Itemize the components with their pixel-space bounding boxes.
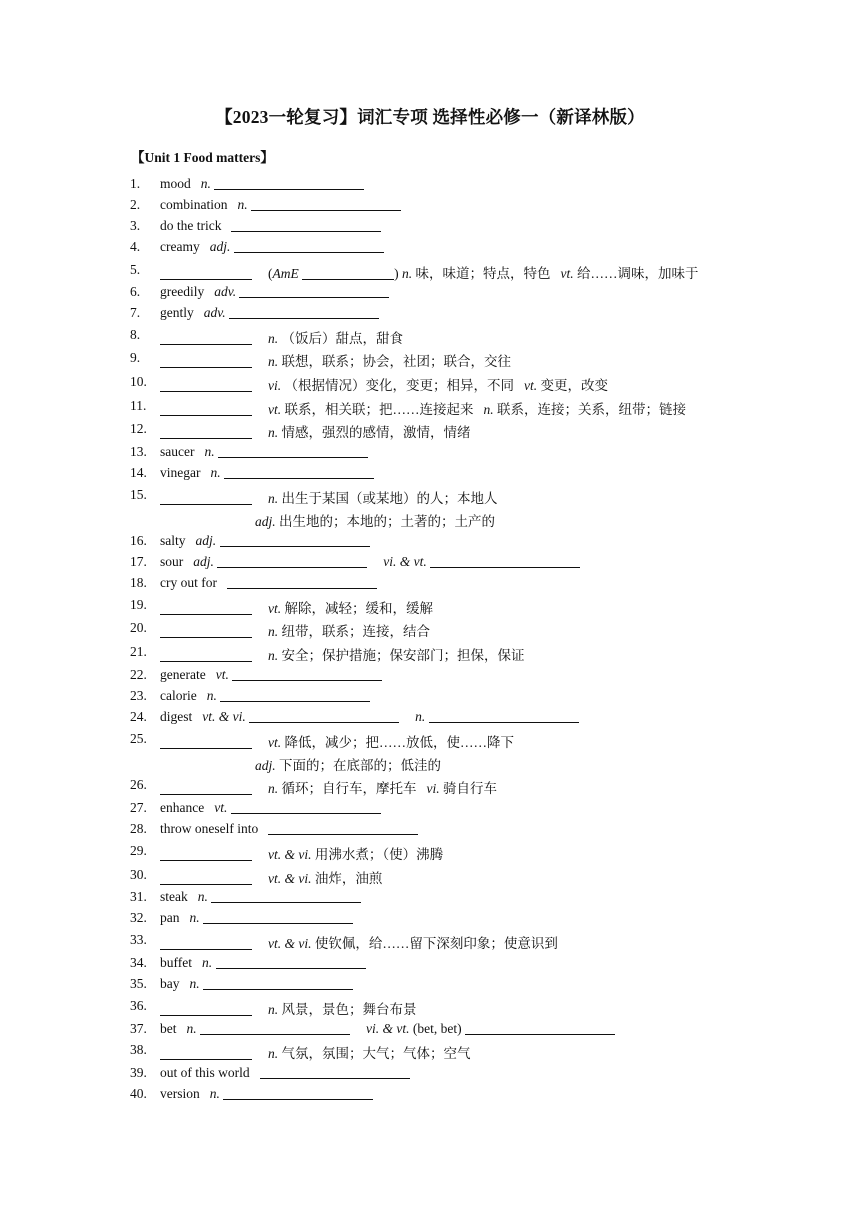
item-number: 18.: [130, 575, 147, 590]
answer-blank[interactable]: [223, 1086, 373, 1100]
vocab-word: do the trick: [160, 218, 222, 233]
answer-blank[interactable]: [231, 218, 381, 232]
meaning-text: 降低，减少；把……放低，使……降下: [284, 735, 514, 750]
answer-blank[interactable]: [160, 266, 252, 280]
item-content: [160, 843, 443, 863]
vocab-word: buffet: [160, 955, 192, 970]
answer-blank[interactable]: [218, 444, 368, 458]
item-number: 14.: [130, 465, 147, 480]
item-number: 5.: [130, 262, 141, 277]
item-number: 20.: [130, 620, 147, 635]
item-number: 28.: [130, 821, 147, 836]
item-number: 16.: [130, 533, 147, 548]
item-content: [160, 374, 608, 394]
item-content: [160, 218, 381, 234]
vocab-word: greedily: [160, 284, 205, 299]
answer-blank[interactable]: [224, 465, 374, 479]
item-number: 31.: [130, 889, 147, 904]
item-content: [160, 575, 377, 591]
part-of-speech: vt.: [215, 667, 229, 682]
part-of-speech: n.: [268, 624, 279, 639]
ame-label: AmE: [272, 266, 299, 281]
past-forms: (bet, bet): [412, 1021, 462, 1036]
part-of-speech: vt.: [268, 735, 282, 750]
part-of-speech: n.: [268, 331, 279, 346]
part-of-speech: n.: [268, 1002, 279, 1017]
answer-blank[interactable]: [203, 910, 353, 924]
answer-blank[interactable]: [160, 331, 252, 345]
item-content: [160, 197, 401, 213]
answer-blank[interactable]: [160, 1002, 252, 1016]
answer-blank[interactable]: [220, 688, 370, 702]
item-number: 40.: [130, 1086, 147, 1101]
part-of-speech: adv.: [203, 305, 226, 320]
item-content: [160, 327, 403, 347]
item-content: [160, 867, 382, 887]
item-content: (AmE ) n. 味，味道；特点，特色 vt. 给……调味，加味于: [160, 262, 699, 282]
part-of-speech: vt.: [268, 402, 282, 417]
meaning-text: 下面的；在底部的；低洼的: [279, 758, 442, 773]
vocab-word: sour: [160, 554, 184, 569]
part-of-speech: n.: [200, 176, 211, 191]
part-of-speech: vt. & vi.: [268, 871, 312, 886]
part-of-speech: n.: [209, 1086, 220, 1101]
part-of-speech: n.: [210, 465, 221, 480]
item-number: 2.: [130, 197, 141, 212]
meaning-text: （根据情况）变化，变更；相异，不同: [284, 378, 514, 393]
part-of-speech: n.: [483, 402, 494, 417]
part-of-speech: n.: [189, 976, 200, 991]
unit-heading: 【Unit 1 Food matters】: [131, 150, 274, 165]
item-content: [160, 889, 361, 905]
part-of-speech: n.: [206, 688, 217, 703]
item-content: [160, 554, 580, 570]
item-content: [160, 1086, 373, 1102]
answer-blank[interactable]: [160, 871, 252, 885]
vocab-word: out of this world: [160, 1065, 250, 1080]
item-number: 3.: [130, 218, 141, 233]
vocab-word: saucer: [160, 444, 195, 459]
vocab-word: mood: [160, 176, 191, 191]
answer-blank[interactable]: [429, 709, 579, 723]
part-of-speech: vt.: [214, 800, 228, 815]
vocab-word: creamy: [160, 239, 200, 254]
answer-blank[interactable]: [160, 1046, 252, 1060]
item-number: 4.: [130, 239, 141, 254]
part-of-speech: n.: [189, 910, 200, 925]
answer-blank[interactable]: [302, 266, 394, 280]
part-of-speech: vt.: [524, 378, 538, 393]
answer-blank[interactable]: [260, 1065, 410, 1079]
item-number: 22.: [130, 667, 147, 682]
answer-blank[interactable]: [251, 197, 401, 211]
answer-blank[interactable]: [160, 735, 252, 749]
item-number: 9.: [130, 350, 141, 365]
part-of-speech: n.: [204, 444, 215, 459]
meaning-text: 油炸，油煎: [314, 871, 383, 886]
meaning-text: 纽带，联系；连接，结合: [281, 624, 430, 639]
item-content: [160, 667, 382, 683]
meaning-text: 联想，联系；协会，社团；联合，交往: [281, 354, 511, 369]
item-content: [160, 910, 353, 926]
item-content: [160, 239, 384, 255]
item-content: [160, 487, 498, 507]
item-number: 38.: [130, 1042, 147, 1057]
answer-blank[interactable]: [200, 1021, 350, 1035]
part-of-speech: n.: [186, 1021, 197, 1036]
part-of-speech: adv.: [214, 284, 237, 299]
part-of-speech: adj.: [193, 554, 214, 569]
vocab-word: bay: [160, 976, 180, 991]
answer-blank[interactable]: [232, 667, 382, 681]
vocab-word: combination: [160, 197, 228, 212]
answer-blank[interactable]: [217, 554, 367, 568]
vocab-word: bet: [160, 1021, 177, 1036]
vocab-word: pan: [160, 910, 180, 925]
item-number: 7.: [130, 305, 141, 320]
item-number: 25.: [130, 731, 147, 746]
answer-blank[interactable]: [160, 601, 252, 615]
part-of-speech: n.: [237, 197, 248, 212]
item-content: [160, 305, 379, 321]
answer-blank[interactable]: [160, 648, 252, 662]
item-number: 30.: [130, 867, 147, 882]
answer-blank[interactable]: [216, 955, 366, 969]
answer-blank[interactable]: [160, 354, 252, 368]
item-content: [160, 465, 374, 481]
part-of-speech: n.: [415, 709, 426, 724]
item-content: [160, 800, 381, 816]
meaning-text: 气氛，氛围；大气；气体；空气: [281, 1046, 471, 1061]
part-of-speech: vt. & vi.: [202, 709, 246, 724]
vocab-word: vinegar: [160, 465, 201, 480]
part-of-speech: n.: [268, 781, 279, 796]
item-number: 13.: [130, 444, 147, 459]
meaning-text: 骑自行车: [443, 781, 497, 796]
item-number: 11.: [130, 398, 147, 413]
document-title: 【2023一轮复习】词汇专项 选择性必修一（新译林版）: [215, 107, 645, 127]
meaning-text: 安全；保护措施；保安部门；担保，保证: [281, 648, 525, 663]
item-content: [160, 398, 686, 418]
item-content: [160, 976, 353, 992]
part-of-speech: adj.: [195, 533, 217, 548]
item-number: 1.: [130, 176, 141, 191]
part-of-speech: vi.: [426, 781, 440, 796]
answer-blank[interactable]: [214, 176, 364, 190]
item-content: [160, 350, 511, 370]
answer-blank[interactable]: [430, 554, 580, 568]
part-of-speech: n.: [268, 425, 279, 440]
answer-blank[interactable]: [227, 575, 377, 589]
item-content: [160, 644, 525, 664]
item-content: [160, 821, 418, 837]
meaning-text: 使钦佩，给……留下深刻印象；使意识到: [314, 936, 558, 951]
part-of-speech: adj.: [255, 514, 276, 529]
meaning-text: 出生地的；本地的；土著的；土产的: [279, 514, 496, 529]
item-content: [160, 1021, 615, 1037]
part-of-speech: vi. & vt.: [383, 554, 427, 569]
item-number: 12.: [130, 421, 147, 436]
vocab-word: gently: [160, 305, 194, 320]
part-of-speech: vt. & vi.: [268, 936, 312, 951]
part-of-speech: n.: [268, 354, 279, 369]
item-content: [160, 1042, 471, 1062]
answer-blank[interactable]: [160, 402, 252, 416]
vocab-word: enhance: [160, 800, 205, 815]
meaning-text: 循环；自行车，摩托车: [281, 781, 417, 796]
item-content: [160, 284, 389, 300]
item-number: 32.: [130, 910, 147, 925]
item-number: 6.: [130, 284, 141, 299]
item-number: 36.: [130, 998, 147, 1013]
meaning-text: 情感，强烈的感情，激情，情绪: [281, 425, 471, 440]
continuation-content: [255, 510, 495, 530]
item-number: 26.: [130, 777, 147, 792]
item-number: 35.: [130, 976, 147, 991]
item-content: [160, 688, 370, 704]
item-content: [160, 731, 514, 751]
meaning-text: 用沸水煮；（使）沸腾: [314, 847, 444, 862]
item-content: [160, 620, 430, 640]
meaning-text: 联系，连接；关系，纽带；链接: [497, 402, 686, 417]
answer-blank[interactable]: [160, 425, 252, 439]
answer-blank[interactable]: [203, 976, 353, 990]
part-of-speech: n.: [268, 648, 279, 663]
vocab-word: digest: [160, 709, 193, 724]
item-number: 17.: [130, 554, 147, 569]
answer-blank[interactable]: [234, 239, 384, 253]
answer-blank[interactable]: [465, 1021, 615, 1035]
part-of-speech: n.: [402, 266, 413, 281]
item-number: 8.: [130, 327, 141, 342]
vocab-word: throw oneself into: [160, 821, 259, 836]
item-number: 39.: [130, 1065, 147, 1080]
item-content: [160, 932, 558, 952]
item-number: 34.: [130, 955, 147, 970]
part-of-speech: vt. & vi.: [268, 847, 312, 862]
meaning-text: 解除，减轻；缓和，缓解: [284, 601, 433, 616]
answer-blank[interactable]: [160, 624, 252, 638]
item-number: 10.: [130, 374, 147, 389]
item-number: 33.: [130, 932, 147, 947]
part-of-speech: n.: [268, 1046, 279, 1061]
item-content: [160, 533, 370, 549]
part-of-speech: n.: [202, 955, 213, 970]
answer-blank[interactable]: [231, 800, 381, 814]
item-content: [160, 998, 417, 1018]
item-content: [160, 176, 364, 192]
item-number: 23.: [130, 688, 147, 703]
part-of-speech: vi.: [268, 378, 282, 393]
answer-blank[interactable]: [229, 305, 379, 319]
part-of-speech: adj.: [209, 239, 231, 254]
continuation-content: [255, 754, 441, 774]
answer-blank[interactable]: [249, 709, 399, 723]
answer-blank[interactable]: [160, 378, 252, 392]
item-content: [160, 709, 579, 725]
part-of-speech: vi. & vt.: [366, 1021, 410, 1036]
answer-blank[interactable]: [160, 491, 252, 505]
vocab-word: generate: [160, 667, 206, 682]
part-of-speech: vt.: [560, 266, 574, 281]
item-content: [160, 421, 471, 441]
item-content: [160, 444, 368, 460]
meaning-text: 风景，景色；舞台布景: [281, 1002, 417, 1017]
answer-blank[interactable]: [220, 533, 370, 547]
answer-blank[interactable]: [160, 781, 252, 795]
item-content: [160, 955, 366, 971]
part-of-speech: vt.: [268, 601, 282, 616]
vocab-word: calorie: [160, 688, 197, 703]
item-content: [160, 1065, 410, 1081]
item-content: [160, 597, 433, 617]
part-of-speech: adj.: [255, 758, 276, 773]
answer-blank[interactable]: [268, 821, 418, 835]
vocab-word: version: [160, 1086, 200, 1101]
item-content: [160, 777, 497, 797]
answer-blank[interactable]: [211, 889, 361, 903]
part-of-speech: n.: [197, 889, 208, 904]
vocab-word: cry out for: [160, 575, 217, 590]
item-number: 37.: [130, 1021, 147, 1036]
meaning-text: 出生于某国（或某地）的人；本地人: [281, 491, 498, 506]
answer-blank[interactable]: [239, 284, 389, 298]
meaning-text: （饭后）甜点，甜食: [281, 331, 403, 346]
item-number: 24.: [130, 709, 147, 724]
meaning-text: 联系，相关联；把……连接起来: [284, 402, 474, 417]
answer-blank[interactable]: [160, 936, 252, 950]
item-number: 15.: [130, 487, 147, 502]
meaning-text: 味，味道；特点，特色: [415, 266, 551, 281]
item-number: 21.: [130, 644, 147, 659]
part-of-speech: n.: [268, 491, 279, 506]
vocab-word: steak: [160, 889, 188, 904]
item-number: 29.: [130, 843, 147, 858]
vocab-word: salty: [160, 533, 186, 548]
meaning-text: 变更，改变: [540, 378, 608, 393]
answer-blank[interactable]: [160, 847, 252, 861]
item-number: 19.: [130, 597, 147, 612]
item-number: 27.: [130, 800, 147, 815]
meaning-text: 给……调味，加味于: [577, 266, 699, 281]
